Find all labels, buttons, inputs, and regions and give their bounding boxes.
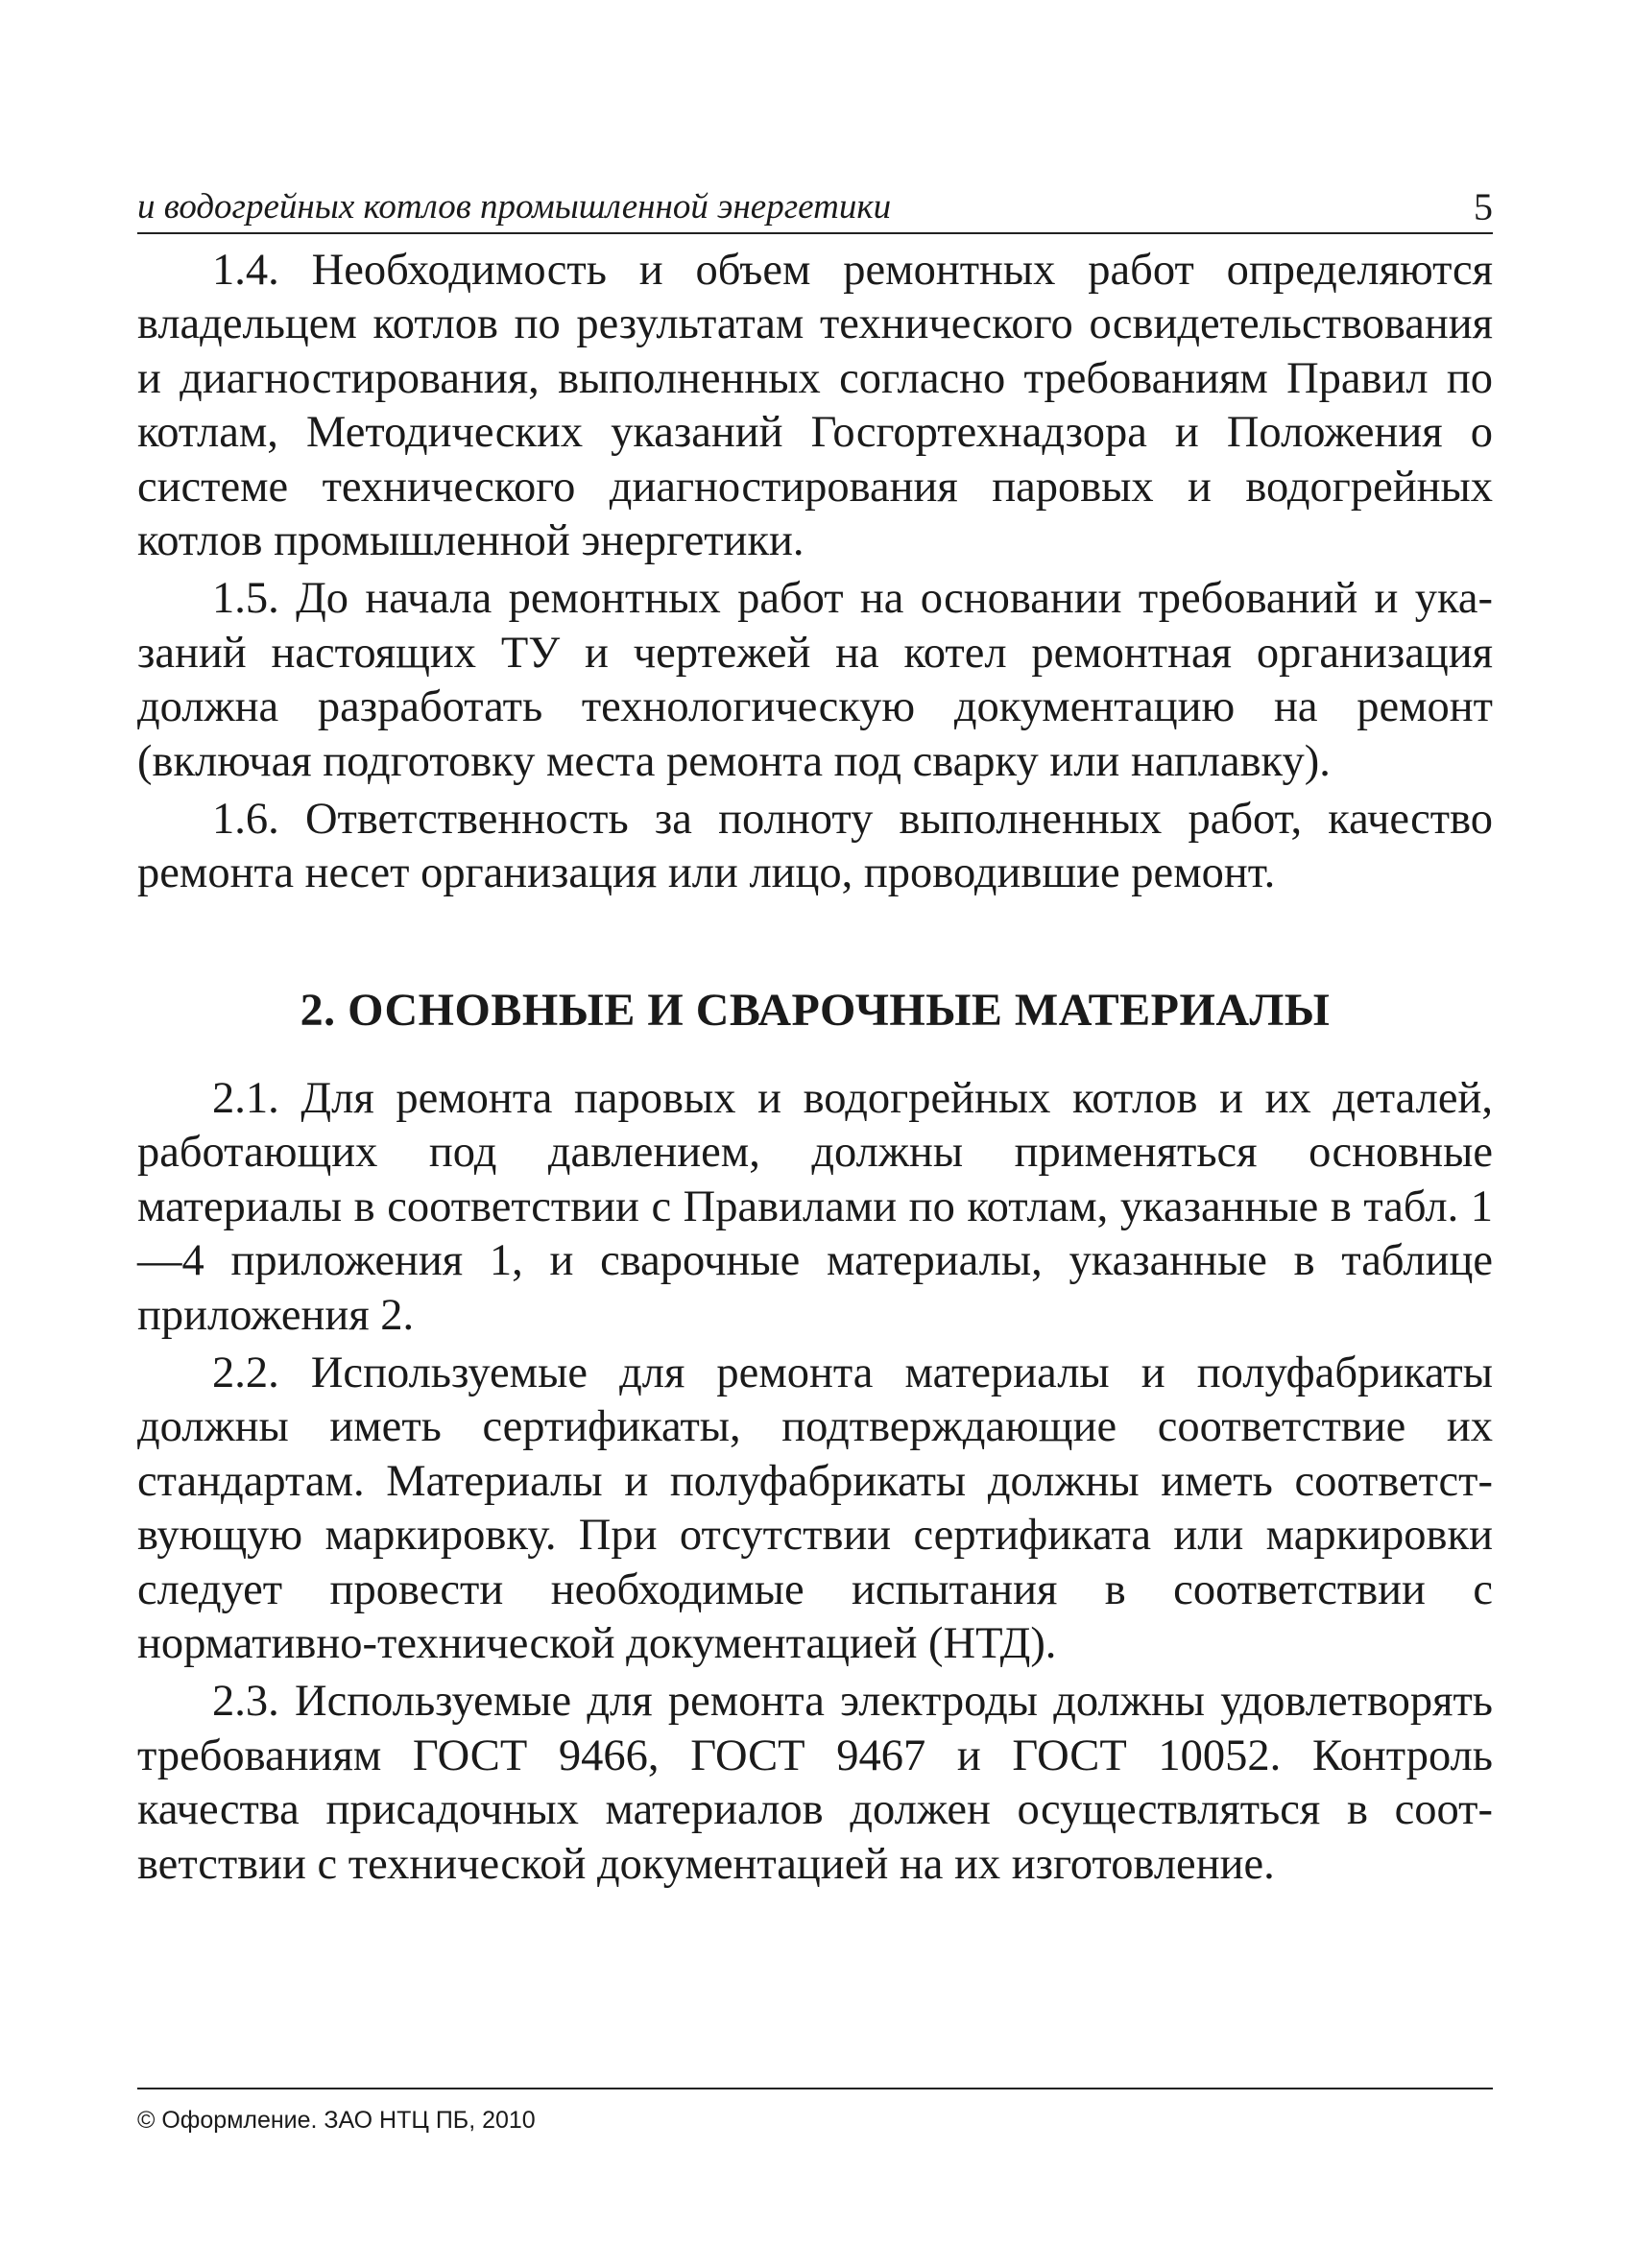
copyright-footer: © Оформление. ЗАО НТЦ ПБ, 2010 [137,2088,1493,2136]
body-text [137,244,1493,1892]
paragraph-2-3: 2.3. Используемые для ремонта электроды должны удовлетворять требованиям ГОСТ 9466, ГОСТ 9467 и ГОСТ 10052. Контроль качества присадочных материалов должен осуществляться в соответствии с технической документацией на их изготовление. [137,1677,1493,1889]
paragraph-1-5: 1.5. До начала ремонтных работ на основании требований и указаний настоящих ТУ и чертежей на котел ремонтная организация должна разработать технологическую документацию на ремонт (включая подготовку места ремонта под сварку или наплавку). [137,574,1493,786]
section-title: 2. ОСНОВНЫЕ И СВАРОЧНЫЕ МАТЕРИАЛЫ [300,984,1331,1036]
running-head [137,182,1493,234]
document-page [137,182,1493,1896]
paragraph-2-2: 2.2. Используемые для ремонта материалы и полуфабрикаты должны иметь сертификаты, подтверждающие соответствие их стандартам. Материалы и полуфабрикаты должны иметь соответствующую маркировку. При отсутствии сертификата или маркировки следует провести необходимые испытания в соответствии с нормативно-технической документацией (НТД). [137,1348,1493,1668]
running-head-title: и водогрейных котлов промышленной энергетики [137,187,892,227]
paragraph-1-6: 1.6. Ответственность за полноту выполненных работ, качество ремонта несет организация или лицо, проводившие ремонт. [137,795,1493,898]
page-number: 5 [1474,185,1493,228]
paragraph-2-1: 2.1. Для ремонта паровых и водогрейных котлов и их деталей, работающих под давлением, должны применяться основные материалы в соответствии с Правилами по котлам, указанные в табл. 1—4 приложения 1, и сварочные материалы, указанные в таблице приложения 2. [137,1073,1493,1340]
paragraph-1-4: 1.4. Необходимость и объем ремонтных работ определяются владельцем котлов по результатам технического освидетельствования и диагностирования, выполненных согласно требованиям Правил по котлам, Методических указаний Госгортехнадзора и Положения о системе технического диагностирования паровых и водогрейных котлов промышленной энергетики. [137,246,1493,566]
